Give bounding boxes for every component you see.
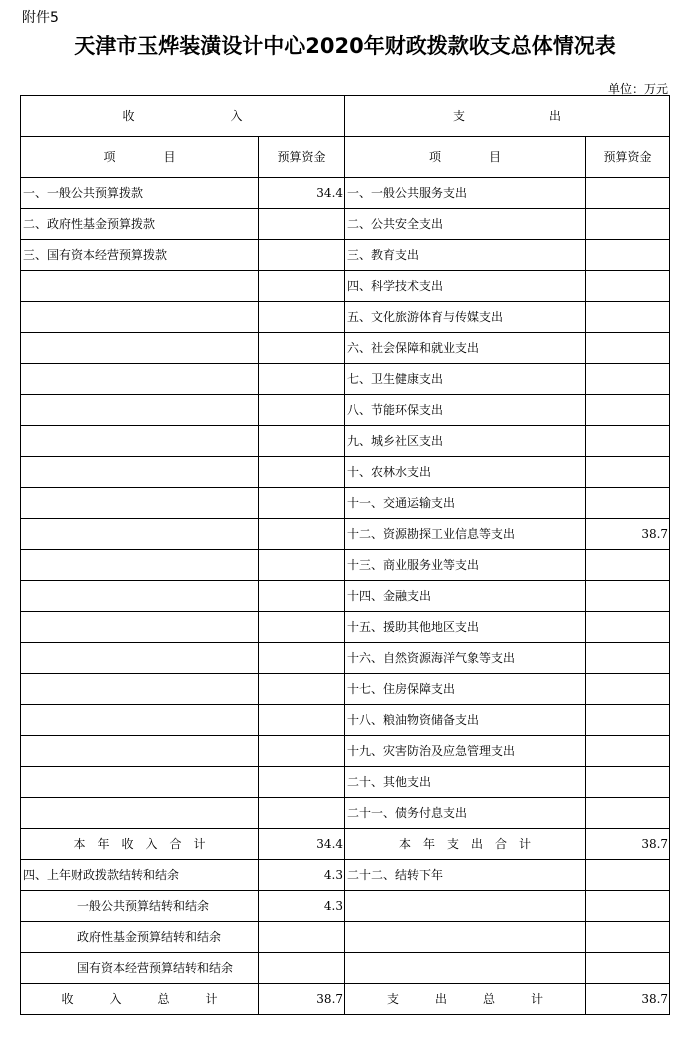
expense-value-cell — [586, 550, 670, 581]
income-value-cell — [259, 271, 345, 302]
income-item-header: 项 目 — [21, 137, 259, 178]
income-header: 收 入 — [21, 96, 345, 137]
expense-total-value: 38.7 — [586, 984, 670, 1015]
expense-item-cell: 十六、自然资源海洋气象等支出 — [345, 643, 586, 674]
expense-item-cell: 九、城乡社区支出 — [345, 426, 586, 457]
table-row — [21, 364, 670, 395]
income-value-cell — [259, 643, 345, 674]
expense-item-cell: 二十二、结转下年 — [345, 860, 586, 891]
income-value-cell — [259, 488, 345, 519]
expense-item-cell: 四、科学技术支出 — [345, 271, 586, 302]
expense-item-cell — [345, 891, 586, 922]
income-item-cell — [21, 581, 259, 612]
attachment-label: 附件5 — [22, 10, 59, 26]
income-item-cell — [21, 674, 259, 705]
expense-value-cell — [586, 922, 670, 953]
expense-item-cell: 八、节能环保支出 — [345, 395, 586, 426]
expense-value-cell — [586, 612, 670, 643]
expense-value-cell — [586, 953, 670, 984]
expense-item-cell: 二十一、债务付息支出 — [345, 798, 586, 829]
expense-item-cell — [345, 922, 586, 953]
income-item-cell — [21, 550, 259, 581]
expense-value-cell — [586, 457, 670, 488]
expense-item-cell: 十三、商业服务业等支出 — [345, 550, 586, 581]
income-item-cell — [21, 426, 259, 457]
expense-value-cell — [586, 643, 670, 674]
expense-value-cell: 38.7 — [586, 519, 670, 550]
expense-subtotal-value: 38.7 — [586, 829, 670, 860]
income-value-cell — [259, 798, 345, 829]
income-value-cell — [259, 705, 345, 736]
income-item-cell — [21, 271, 259, 302]
table-row — [21, 860, 670, 891]
income-value-cell — [259, 767, 345, 798]
subtotal-row — [21, 829, 670, 860]
income-item-cell: 国有资本经营预算结转和结余 — [21, 953, 259, 984]
table-row — [21, 488, 670, 519]
budget-table — [20, 95, 670, 1015]
unit-label: 单位：万元 — [607, 82, 668, 96]
expense-item-cell: 二十、其他支出 — [345, 767, 586, 798]
income-value-cell — [259, 519, 345, 550]
table-row — [21, 922, 670, 953]
income-item-cell — [21, 457, 259, 488]
expense-item-cell: 十七、住房保障支出 — [345, 674, 586, 705]
table-row — [21, 395, 670, 426]
expense-item-header: 项 目 — [345, 137, 586, 178]
income-value-cell — [259, 333, 345, 364]
income-value-cell: 34.4 — [259, 178, 345, 209]
table-row — [21, 240, 670, 271]
table-row — [21, 426, 670, 457]
income-value-cell — [259, 302, 345, 333]
table-row — [21, 674, 670, 705]
income-subtotal-label: 本 年 收 入 合 计 — [21, 829, 259, 860]
table-row — [21, 953, 670, 984]
income-value-cell: 4.3 — [259, 860, 345, 891]
table-row — [21, 302, 670, 333]
expense-item-cell: 十一、交通运输支出 — [345, 488, 586, 519]
income-value-cell — [259, 581, 345, 612]
expense-budget-header: 预算资金 — [586, 137, 670, 178]
income-value-cell — [259, 953, 345, 984]
income-item-cell — [21, 798, 259, 829]
expense-item-cell: 十五、援助其他地区支出 — [345, 612, 586, 643]
expense-value-cell — [586, 891, 670, 922]
expense-value-cell — [586, 395, 670, 426]
income-total-label: 收 入 总 计 — [21, 984, 259, 1015]
income-item-cell — [21, 612, 259, 643]
expense-item-cell: 十二、资源勘探工业信息等支出 — [345, 519, 586, 550]
table-row — [21, 612, 670, 643]
income-value-cell — [259, 612, 345, 643]
income-item-cell — [21, 519, 259, 550]
expense-item-cell: 十四、金融支出 — [345, 581, 586, 612]
income-item-cell: 政府性基金预算结转和结余 — [21, 922, 259, 953]
expense-value-cell — [586, 767, 670, 798]
income-value-cell — [259, 736, 345, 767]
expense-value-cell — [586, 581, 670, 612]
income-item-cell: 一般公共预算结转和结余 — [21, 891, 259, 922]
expense-value-cell — [586, 705, 670, 736]
income-item-cell — [21, 767, 259, 798]
expense-value-cell — [586, 333, 670, 364]
expense-value-cell — [586, 178, 670, 209]
expense-value-cell — [586, 736, 670, 767]
page-title: 天津市玉烨装潢设计中心2020年财政拨款收支总体情况表 — [74, 34, 616, 58]
expense-value-cell — [586, 302, 670, 333]
income-item-cell: 二、政府性基金预算拨款 — [21, 209, 259, 240]
table-row — [21, 333, 670, 364]
expense-item-cell: 七、卫生健康支出 — [345, 364, 586, 395]
expense-item-cell: 十九、灾害防治及应急管理支出 — [345, 736, 586, 767]
income-item-cell — [21, 736, 259, 767]
table-row — [21, 271, 670, 302]
expense-header: 支 出 — [345, 96, 670, 137]
table-row — [21, 519, 670, 550]
expense-value-cell — [586, 488, 670, 519]
expense-item-cell: 十八、粮油物资储备支出 — [345, 705, 586, 736]
table-row — [21, 705, 670, 736]
expense-subtotal-label: 本 年 支 出 合 计 — [345, 829, 586, 860]
income-total-value: 38.7 — [259, 984, 345, 1015]
expense-item-cell: 十、农林水支出 — [345, 457, 586, 488]
income-value-cell — [259, 674, 345, 705]
income-budget-header: 预算资金 — [259, 137, 345, 178]
expense-total-label: 支 出 总 计 — [345, 984, 586, 1015]
income-item-cell: 三、国有资本经营预算拨款 — [21, 240, 259, 271]
table-row — [21, 457, 670, 488]
income-item-cell: 一、一般公共预算拨款 — [21, 178, 259, 209]
income-item-cell — [21, 364, 259, 395]
table-row — [21, 178, 670, 209]
income-subtotal-value: 34.4 — [259, 829, 345, 860]
total-row — [21, 984, 670, 1015]
income-value-cell — [259, 426, 345, 457]
expense-item-cell: 六、社会保障和就业支出 — [345, 333, 586, 364]
income-value-cell — [259, 240, 345, 271]
expense-item-cell: 二、公共安全支出 — [345, 209, 586, 240]
table-row — [21, 767, 670, 798]
expense-value-cell — [586, 426, 670, 457]
expense-value-cell — [586, 798, 670, 829]
expense-value-cell — [586, 209, 670, 240]
expense-value-cell — [586, 674, 670, 705]
table-row — [21, 798, 670, 829]
income-value-cell — [259, 457, 345, 488]
table-row — [21, 581, 670, 612]
income-item-cell: 四、上年财政拨款结转和结余 — [21, 860, 259, 891]
expense-value-cell — [586, 240, 670, 271]
expense-item-cell — [345, 953, 586, 984]
expense-item-cell: 一、一般公共服务支出 — [345, 178, 586, 209]
table-row — [21, 209, 670, 240]
income-value-cell — [259, 922, 345, 953]
expense-item-cell: 五、文化旅游体育与传媒支出 — [345, 302, 586, 333]
income-item-cell — [21, 705, 259, 736]
table-row — [21, 736, 670, 767]
expense-value-cell — [586, 271, 670, 302]
income-item-cell — [21, 395, 259, 426]
income-value-cell — [259, 550, 345, 581]
income-item-cell — [21, 643, 259, 674]
expense-value-cell — [586, 364, 670, 395]
expense-item-cell: 三、教育支出 — [345, 240, 586, 271]
income-value-cell — [259, 364, 345, 395]
income-item-cell — [21, 333, 259, 364]
income-value-cell — [259, 395, 345, 426]
income-value-cell: 4.3 — [259, 891, 345, 922]
table-row — [21, 550, 670, 581]
income-item-cell — [21, 488, 259, 519]
expense-value-cell — [586, 860, 670, 891]
table-row — [21, 891, 670, 922]
income-item-cell — [21, 302, 259, 333]
income-value-cell — [259, 209, 345, 240]
table-row — [21, 643, 670, 674]
